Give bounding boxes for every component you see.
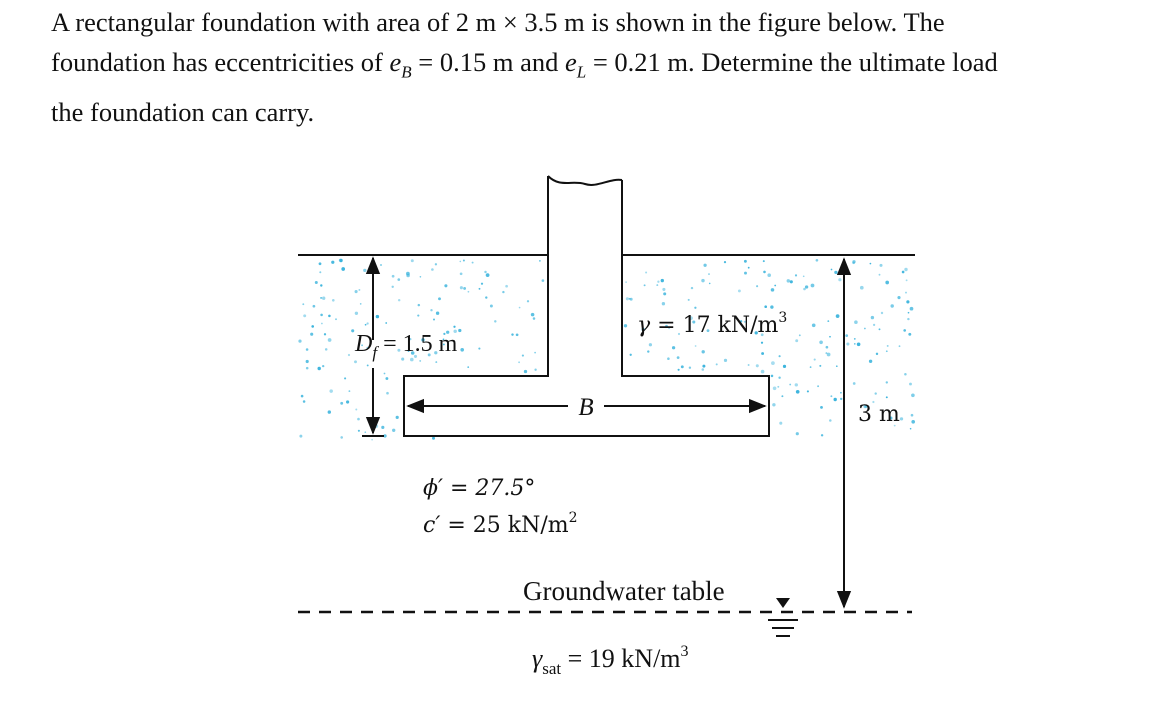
soil-dot [478,348,480,350]
soil-dot [807,390,809,392]
soil-dot [418,304,420,306]
soil-dot [773,387,777,391]
soil-dot [860,286,864,290]
soil-dot [771,375,774,378]
soil-dot [763,260,765,262]
gamma-sat-subscript: sat [542,659,562,678]
gamma-sat-symbol: γ [532,644,543,673]
soil-dot [355,312,358,315]
soil-dot [467,366,469,368]
soil-dot [763,271,766,274]
soil-dot [661,279,664,282]
soil-dot [908,333,911,336]
soil-dot [319,271,321,273]
soil-dot [779,355,781,357]
soil-dot [534,369,536,371]
soil-dot [779,422,782,425]
soil-dot [748,364,750,366]
soil-dot [298,340,301,343]
soil-dot [840,392,842,394]
soil-dot [701,279,704,282]
soil-dot [459,261,461,263]
soil-dot [630,354,632,356]
groundwater-label: Groundwater table [523,576,725,606]
soil-dot [460,286,463,289]
soil-dot [365,324,367,326]
soil-dot [681,365,684,368]
soil-dot [795,383,798,386]
soil-dot [406,274,410,278]
soil-dot [385,322,387,324]
soil-dot [879,264,882,267]
soil-dot [339,259,342,262]
soil-dot [306,360,309,363]
eb-symbol: e [389,47,402,77]
soil-dot [678,369,680,371]
soil-dot [351,329,354,332]
soil-dot [317,367,320,370]
soil-dot [340,436,343,439]
soil-dot [738,289,741,292]
problem-line-1: A rectangular foundation with area of 2 m × 3.5 m is shown in the figure below. The [51,7,945,37]
soil-dot [887,345,889,347]
soil-dot [306,348,309,351]
soil-dot [836,365,838,367]
soil-dot [761,370,765,374]
soil-dot [320,297,322,299]
soil-dot [890,304,893,307]
soil-dot [299,435,302,438]
soil-dot [826,346,829,349]
soil-dot [502,291,504,293]
eb-value: = 0.15 m and [411,47,565,77]
soil-dot [811,284,815,288]
soil-dot [371,439,373,441]
soil-dot [647,350,649,352]
soil-dot [518,361,520,363]
soil-dot [906,300,909,303]
soil-dot [460,272,463,275]
soil-dot [904,268,907,271]
df-symbol: D [355,331,373,357]
soil-dot [311,325,314,328]
df-subscript: f [372,343,378,362]
soil-dot [358,289,360,291]
soil-dot [854,320,858,324]
soil-dot [761,342,763,344]
gamma-label [637,310,787,338]
soil-dot [657,281,659,283]
soil-dot [662,288,665,291]
soil-dot [870,263,872,265]
soil-dot [396,416,399,419]
soil-dot [360,303,362,305]
df-label [354,331,458,362]
soil-dot [830,395,832,397]
soil-dot [656,284,658,286]
soil-dot [810,366,812,368]
soil-dot [411,259,414,262]
soil-dot [879,274,881,276]
gamma-sat-label [532,643,689,678]
soil-dot [626,297,629,300]
soil-dot [724,261,726,263]
soil-dot [649,343,652,346]
soil-dot [315,281,318,284]
gamma-value: = 17 kN/m [650,313,779,338]
soil-dot [777,386,779,388]
soil-dot [767,273,771,277]
water-table-triangle [776,598,790,608]
soil-dot [524,370,527,373]
soil-dot [907,318,909,320]
soil-dot [899,345,901,347]
soil-dot [374,424,378,428]
soil-dot [398,299,400,301]
soil-dot [789,384,791,386]
eb-subscript: B [401,62,412,82]
soil-dot [875,392,877,394]
el-subscript: L [576,62,587,82]
soil-dot [341,267,345,271]
soil-dot [328,315,331,318]
soil-dot [845,334,848,337]
soil-dot [376,315,379,318]
soil-dot [392,275,395,278]
soil-dot [834,398,837,401]
soil-dot [702,350,705,353]
soil-dot [819,365,821,367]
soil-dot [819,340,823,344]
soil-dot [539,260,541,262]
soil-dot [301,395,304,398]
soil-dot [384,373,386,375]
soil-dot [472,262,474,264]
soil-dot [799,334,801,336]
soil-dot [438,297,441,300]
soil-dot [458,329,461,332]
soil-dot [904,373,907,376]
soil-dot [873,324,875,326]
soil-dot [672,346,675,349]
soil-dot [771,361,775,365]
soil-dot [688,299,690,301]
soil-dot [417,315,419,317]
soil-dot [724,359,727,362]
soil-dot [854,343,856,345]
soil-dot [829,419,832,422]
soil-dot [869,360,872,363]
soil-dot [354,360,357,363]
phi-label: ϕ′ = 27.5° [423,476,536,501]
soil-dot [814,359,816,361]
soil-dot [313,305,316,308]
soil-dot [328,338,332,342]
soil-dot [310,333,313,336]
soil-dot [355,409,357,411]
soil-dot [485,296,487,298]
soil-dot [790,280,793,283]
soil-dot [436,312,439,315]
soil-dot [348,354,350,356]
soil-dot [836,314,840,318]
soil-dot [322,365,324,367]
soil-dot [886,381,888,383]
soil-dot [667,357,670,360]
soil-dot [886,350,888,352]
soil-dot [795,339,798,342]
soil-dot [460,348,464,352]
soil-dot [319,262,322,265]
soil-dot [694,307,696,309]
soil-dot [348,390,350,392]
soil-dot [796,432,799,435]
soil-dot [900,417,903,420]
soil-dot [479,288,481,290]
problem-line-3: the foundation can carry. [51,97,315,128]
soil-dot [386,392,389,395]
soil-dot [527,300,529,302]
soil-dot [645,272,647,274]
soil-dot [435,361,437,363]
soil-dot [531,313,535,317]
soil-dot [846,342,849,345]
soil-dot [303,400,306,403]
soil-dot [911,393,915,397]
soil-dot [401,358,404,361]
soil-dot [380,264,382,266]
soil-dot [911,414,914,417]
soil-dot [533,317,536,320]
soil-dot [340,402,343,405]
soil-dot [817,385,819,387]
soil-dot [812,323,816,327]
soil-dot [624,324,627,327]
soil-dot [534,352,536,354]
soil-dot [432,437,435,440]
soil-dot [431,268,434,271]
soil-dot [324,333,326,335]
soil-dot [325,348,328,351]
soil-dot [885,281,889,285]
soil-dot [771,288,775,292]
soil-dot [691,287,693,289]
soil-dot [322,297,325,300]
depth-label: 3 m [858,402,900,427]
soil-dot [358,430,360,432]
soil-dot [321,323,323,325]
soil-dot [864,328,866,330]
soil-dot [770,305,773,308]
soil-dot [821,434,823,436]
soil-dot [542,279,545,282]
df-value: = 1.5 m [377,331,458,357]
gamma-exponent: 3 [778,310,788,326]
soil-dot [481,283,483,285]
soil-dot [756,364,759,367]
gamma-sat-value: = 19 kN/m [561,644,681,673]
soil-dot [410,358,414,362]
soil-dot [346,400,349,403]
soil-dot [335,318,337,320]
soil-dot [879,328,881,330]
el-symbol: e [564,47,577,77]
soil-dot [709,283,711,285]
soil-dot [908,312,910,314]
soil-dot [453,326,455,328]
soil-dot [385,377,388,380]
soil-dot [876,353,878,355]
soil-dot [744,272,747,275]
soil-dot [677,356,680,359]
soil-dot [419,360,421,362]
soil-dot [852,260,855,263]
cohesion-value: = 25 kN/m [440,513,569,538]
soil-dot [853,382,856,385]
soil-dot [511,333,513,335]
soil-dot [881,312,883,314]
soil-dot [838,278,841,281]
soil-dot [805,285,808,288]
soil-dot [486,273,490,277]
soil-dot [906,279,908,281]
soil-dot [695,345,697,347]
soil-dot [886,396,888,398]
soil-dot [444,284,447,287]
soil-dot [392,429,395,432]
soil-dot [320,314,323,317]
problem-line-2-start: foundation has eccentricities of [51,47,390,77]
soil-dot [761,352,764,355]
soil-dot [397,278,400,281]
soil-dot [625,281,627,283]
soil-dot [783,365,786,368]
soil-dot [663,292,666,295]
soil-dot [328,410,331,413]
soil-dot [433,319,435,321]
soil-dot [332,299,335,302]
soil-dot [829,336,831,338]
soil-dot [756,285,758,287]
soil-dot [519,307,521,309]
soil-dot [366,322,368,324]
soil-dot [331,261,334,264]
soil-dot [909,383,912,386]
soil-dot [703,264,706,267]
soil-dot [708,273,710,275]
soil-dot [522,355,524,357]
soil-dot [816,259,819,262]
soil-dot [744,260,747,263]
soil-dot [381,426,384,429]
soil-dot [781,395,783,397]
el-value: = 0.21 m. Determine the ultimate load [586,47,998,77]
soil-dot [364,431,366,433]
soil-dot [392,286,394,288]
soil-dot [629,298,631,300]
soil-dot [911,420,915,424]
soil-dot [910,307,914,311]
soil-dot [303,314,306,317]
soil-dot [772,403,775,406]
soil-dot [484,271,486,273]
soil-dot [787,279,790,282]
soil-dot [689,367,691,369]
soil-dot [795,274,797,276]
soil-dot [803,275,805,277]
b-label: B [578,394,594,421]
soil-dot [516,333,519,336]
cohesion-label [423,510,578,538]
soil-dot [831,269,833,271]
soil-dot [840,398,842,400]
soil-dot [702,365,705,368]
soil-dot [910,428,912,430]
soil-dot [505,285,508,288]
soil-dot [854,338,856,340]
soil-dot [827,320,829,322]
soil-dot [871,316,874,319]
soil-dot [748,267,750,269]
soil-dot [435,263,437,265]
soil-dot [897,296,900,299]
soil-dot [329,389,332,392]
soil-dot [662,302,665,305]
soil-dot [363,269,366,272]
cohesion-exponent: 2 [568,510,578,526]
soil-dot [357,418,360,421]
soil-dot [716,363,718,365]
soil-dot [702,368,705,371]
soil-dot [820,406,823,409]
soil-dot [367,364,369,366]
soil-dot [902,271,905,274]
soil-dot [463,259,465,261]
soil-dot [825,352,827,354]
gamma-symbol: γ [637,313,651,338]
soil-dot [420,276,422,278]
soil-dot [430,309,432,311]
soil-dot [468,291,470,293]
soil-dot [463,287,466,290]
soil-dot [302,303,304,305]
soil-dot [306,367,309,370]
soil-dot [344,377,346,379]
soil-dot [778,376,780,378]
gamma-sat-exponent: 3 [680,643,689,660]
soil-dot [905,292,907,294]
soil-dot [796,390,800,394]
soil-dot [857,342,861,346]
soil-dot [355,290,358,293]
soil-dot [774,285,776,287]
soil-dot [903,329,906,332]
cohesion-symbol: c′ [423,513,441,538]
soil-dot [490,305,493,308]
soil-dot [644,284,646,286]
soil-dot [764,305,767,308]
soil-dot [834,271,837,274]
soil-dot [494,320,496,322]
soil-dot [320,284,322,286]
